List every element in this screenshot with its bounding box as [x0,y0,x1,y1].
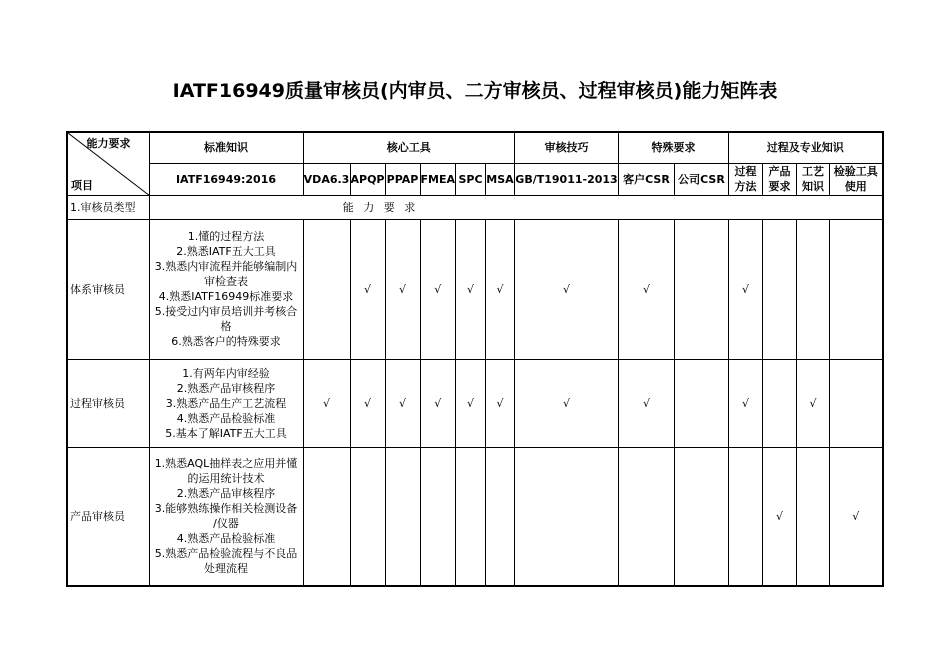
check-craft-knowledge [797,447,830,586]
check-gbt [515,447,619,586]
table-row [67,447,883,586]
page-title: IATF16949质量审核员(内审员、二方审核员、过程审核员)能力矩阵表 [172,80,778,102]
desc-line: 1.懂的过程方法 [187,230,265,243]
check-spc: √ [456,359,486,447]
check-company-csr [675,219,729,359]
group-process-knowledge: 过程及专业知识 [729,132,883,163]
check-customer-csr: √ [619,219,675,359]
row-name: 体系审核员 [67,219,149,359]
check-fmea [420,447,456,586]
col-process-method [729,163,763,195]
group-audit-skills: 审核技巧 [515,132,619,163]
competency-matrix-table [66,131,884,587]
group-core-tools: 核心工具 [303,132,515,163]
check-inspection-tools [830,359,883,447]
group-standard-knowledge: 标准知识 [149,132,303,163]
table-row [67,219,883,359]
check-product-req [763,359,797,447]
col-customer-csr: 客户CSR [619,163,675,195]
col-craft-knowledge [797,163,830,195]
check-craft-knowledge [797,219,830,359]
col-product-req-line2: 要求 [768,180,791,193]
check-customer-csr [619,447,675,586]
corner-top-label: 能力要求 [86,137,131,150]
check-vda [303,219,350,359]
check-product-req: √ [763,447,797,586]
col-inspection-line1: 检验工具 [833,165,878,178]
check-inspection-tools [830,219,883,359]
check-craft-knowledge: √ [797,359,830,447]
header-group-row [67,132,883,163]
desc-line: 2.熟悉产品审核程序 [176,487,276,501]
desc-line: 2.熟悉产品审核程序 [176,381,276,395]
col-craft-line1: 工艺 [802,165,824,178]
check-apqp: √ [350,219,385,359]
check-vda: √ [303,359,350,447]
auditor-type-row [67,195,883,219]
col-process-method-line2: 方法 [734,180,757,193]
desc-line: 3.熟悉内审流程并能够编制内 [154,260,298,273]
check-msa: √ [486,359,515,447]
col-ppap: PPAP [385,163,420,195]
check-product-req [763,219,797,359]
col-vda63: VDA6.3 [303,163,350,195]
check-msa: √ [486,219,515,359]
check-gbt: √ [515,219,619,359]
col-gbt19011: GB/T19011-2013 [515,163,619,195]
check-apqp: √ [350,359,385,447]
check-process-method: √ [729,359,763,447]
desc-line: 3.能够熟练操作相关检测设备 [154,502,298,516]
desc-line: 4.熟悉产品检验标准 [176,532,276,546]
check-company-csr [675,359,729,447]
desc-line: 4.熟悉产品检验标准 [176,411,276,425]
desc-line: 5.熟悉产品检验流程与不良品 [154,547,298,561]
desc-line: 审检查表 [204,275,248,288]
check-ppap: √ [385,359,420,447]
col-iatf16949: IATF16949:2016 [149,163,303,195]
desc-line: 1.有两年内审经验 [182,366,270,380]
desc-line: /仪器 [213,517,239,531]
check-customer-csr: √ [619,359,675,447]
check-fmea: √ [420,359,456,447]
desc-line: 2.熟悉IATF五大工具 [176,245,276,258]
col-fmea: FMEA [420,163,456,195]
check-process-method: √ [729,219,763,359]
check-ppap [385,447,420,586]
check-fmea: √ [420,219,456,359]
row-name: 产品审核员 [67,447,149,586]
group-special-requirements: 特殊要求 [619,132,729,163]
desc-line: 的运用统计技术 [187,472,265,486]
row-description [149,219,303,359]
header-column-row [67,163,883,195]
col-company-csr: 公司CSR [675,163,729,195]
desc-line: 1.熟悉AQL抽样表之应用并懂 [154,457,298,471]
col-craft-line2: 知识 [802,180,824,193]
desc-line: 处理流程 [204,562,248,576]
desc-line: 3.熟悉产品生产工艺流程 [165,396,287,410]
col-apqp: APQP [350,163,385,195]
row-description [149,447,303,586]
desc-line: 格 [220,320,232,333]
check-spc [456,447,486,586]
col-inspection-line2: 使用 [844,180,867,193]
check-msa [486,447,515,586]
col-msa: MSA [486,163,515,195]
check-apqp [350,447,385,586]
check-company-csr [675,447,729,586]
corner-header-cell [67,132,149,195]
check-spc: √ [456,219,486,359]
desc-line: 6.熟悉客户的特殊要求 [171,335,281,348]
desc-line: 5.接受过内审员培训并考核合 [154,305,298,318]
col-spc: SPC [456,163,486,195]
col-process-method-line1: 过程 [734,165,757,178]
col-product-requirements [763,163,797,195]
corner-bottom-label: 项目 [71,178,93,192]
table-row [67,359,883,447]
capability-requirement-label: 能 力 要 求 [149,195,883,219]
desc-line: 5.基本了解IATF五大工具 [165,426,287,440]
check-process-method [729,447,763,586]
check-inspection-tools: √ [830,447,883,586]
desc-line: 4.熟悉IATF16949标准要求 [158,290,294,303]
col-product-req-line1: 产品 [768,165,791,178]
col-inspection-tools [830,163,883,195]
check-gbt: √ [515,359,619,447]
auditor-type-label: 1.审核员类型 [67,195,149,219]
check-vda [303,447,350,586]
check-ppap: √ [385,219,420,359]
row-name: 过程审核员 [67,359,149,447]
row-description [149,359,303,447]
